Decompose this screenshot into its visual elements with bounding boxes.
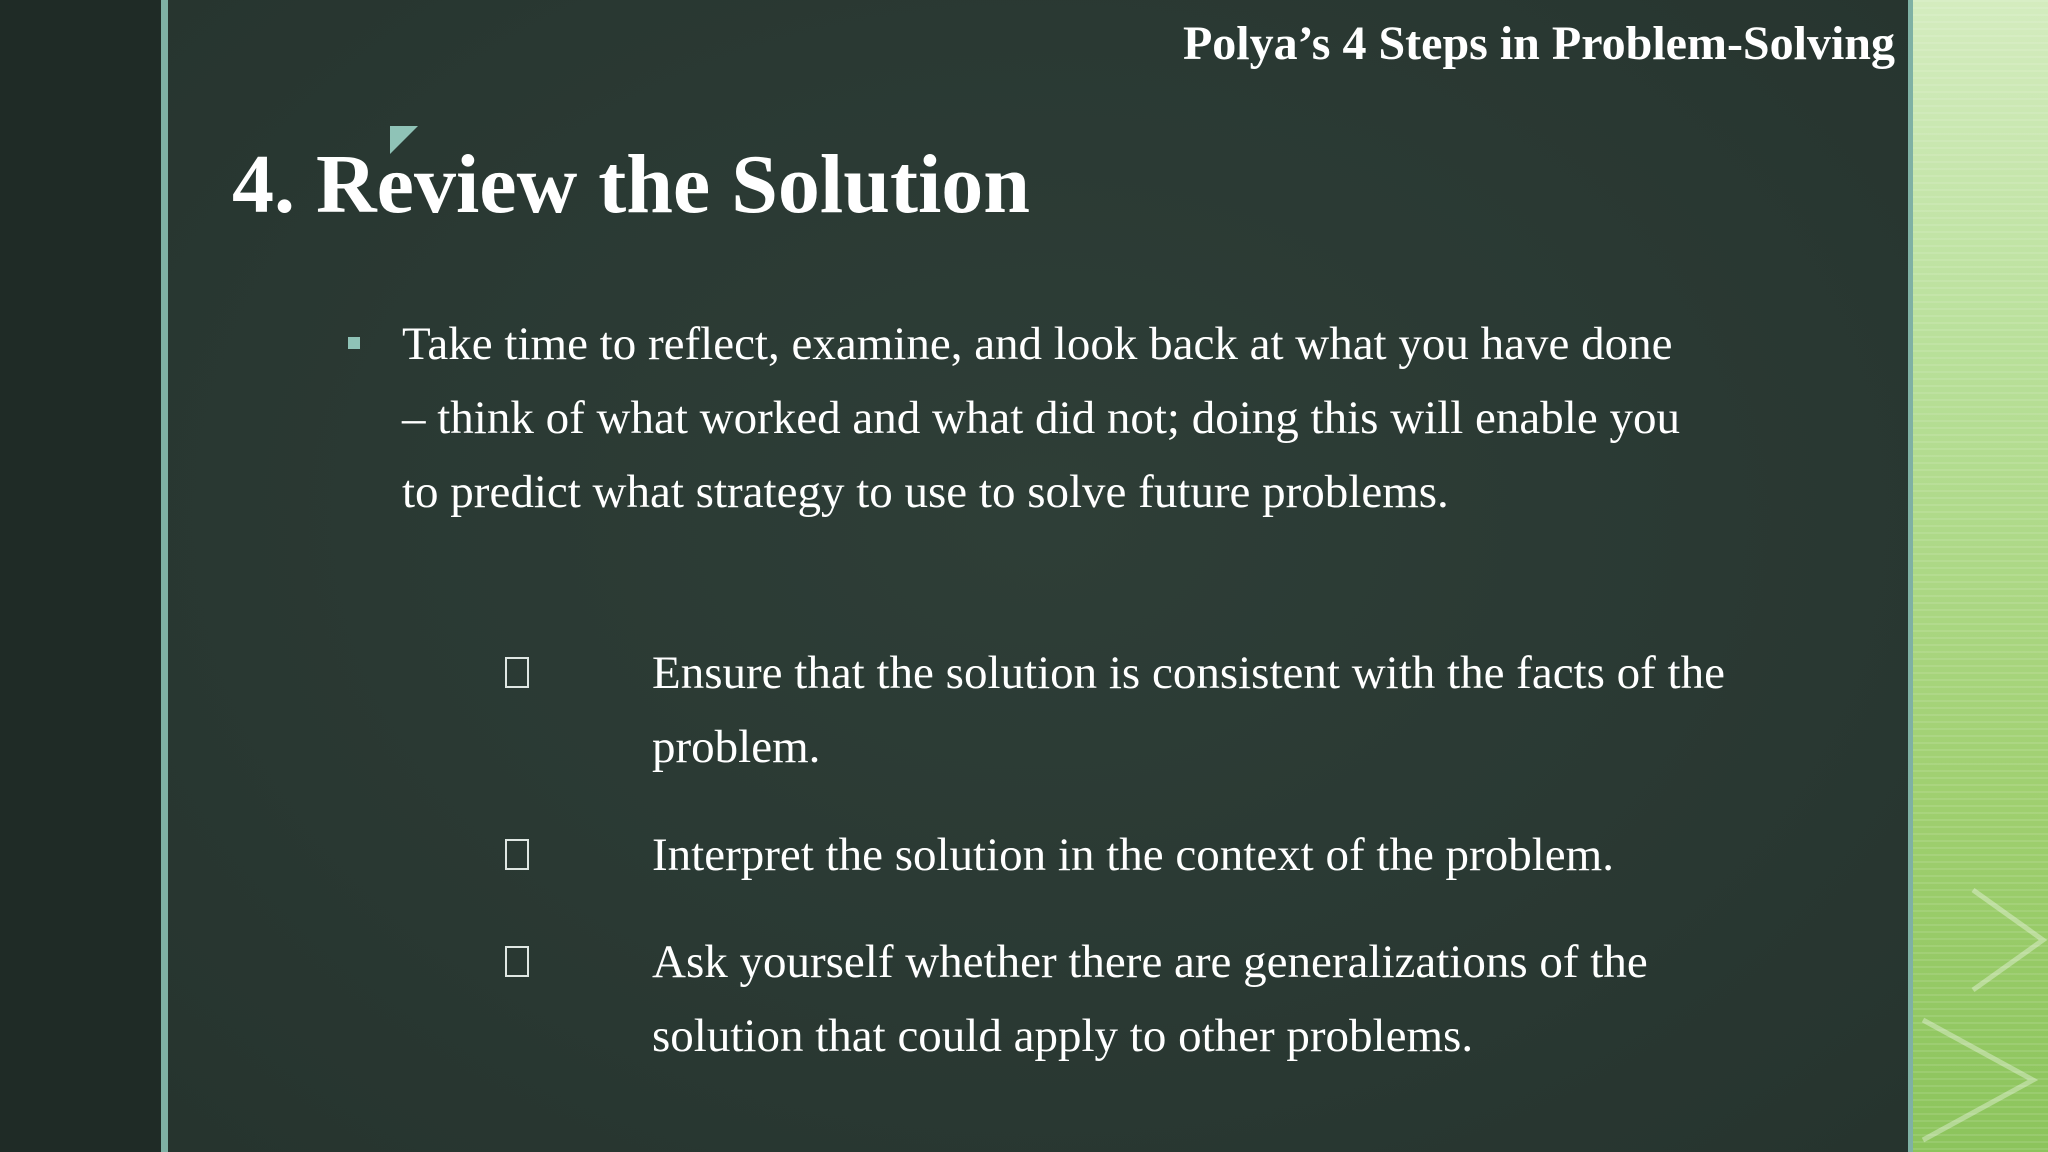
- sub-list-item-consistency: [505, 636, 1805, 796]
- slide-heading: 4. Review the Solution: [232, 138, 1030, 231]
- empty-box-icon: [505, 839, 529, 870]
- sub-list-item-generalize: [505, 925, 1805, 1085]
- chevron-decoration-icon: [1913, 880, 2048, 1152]
- right-decorative-band: [1913, 0, 2048, 1152]
- left-band: [0, 0, 163, 1152]
- sub-item-text: Ensure that the solution is consistent with the facts of the problem.: [652, 647, 1725, 773]
- left-accent-rule: [161, 0, 168, 1152]
- empty-box-icon: [505, 657, 529, 688]
- header-title: Polya’s 4 Steps in Problem-Solving: [1182, 17, 1895, 70]
- empty-box-icon: [505, 946, 529, 977]
- main-bullet-text: Take time to reflect, examine, and look back at what you have done – think of what worked and what did not; doing this will enable you to predict what strategy to use to solve future problems.: [402, 318, 1680, 518]
- square-bullet-icon: [348, 337, 360, 349]
- sub-item-text: Interpret the solution in the context of the problem.: [652, 829, 1614, 881]
- sub-item-text: Ask yourself whether there are generalizations of the solution that could apply to other problems.: [652, 936, 1648, 1062]
